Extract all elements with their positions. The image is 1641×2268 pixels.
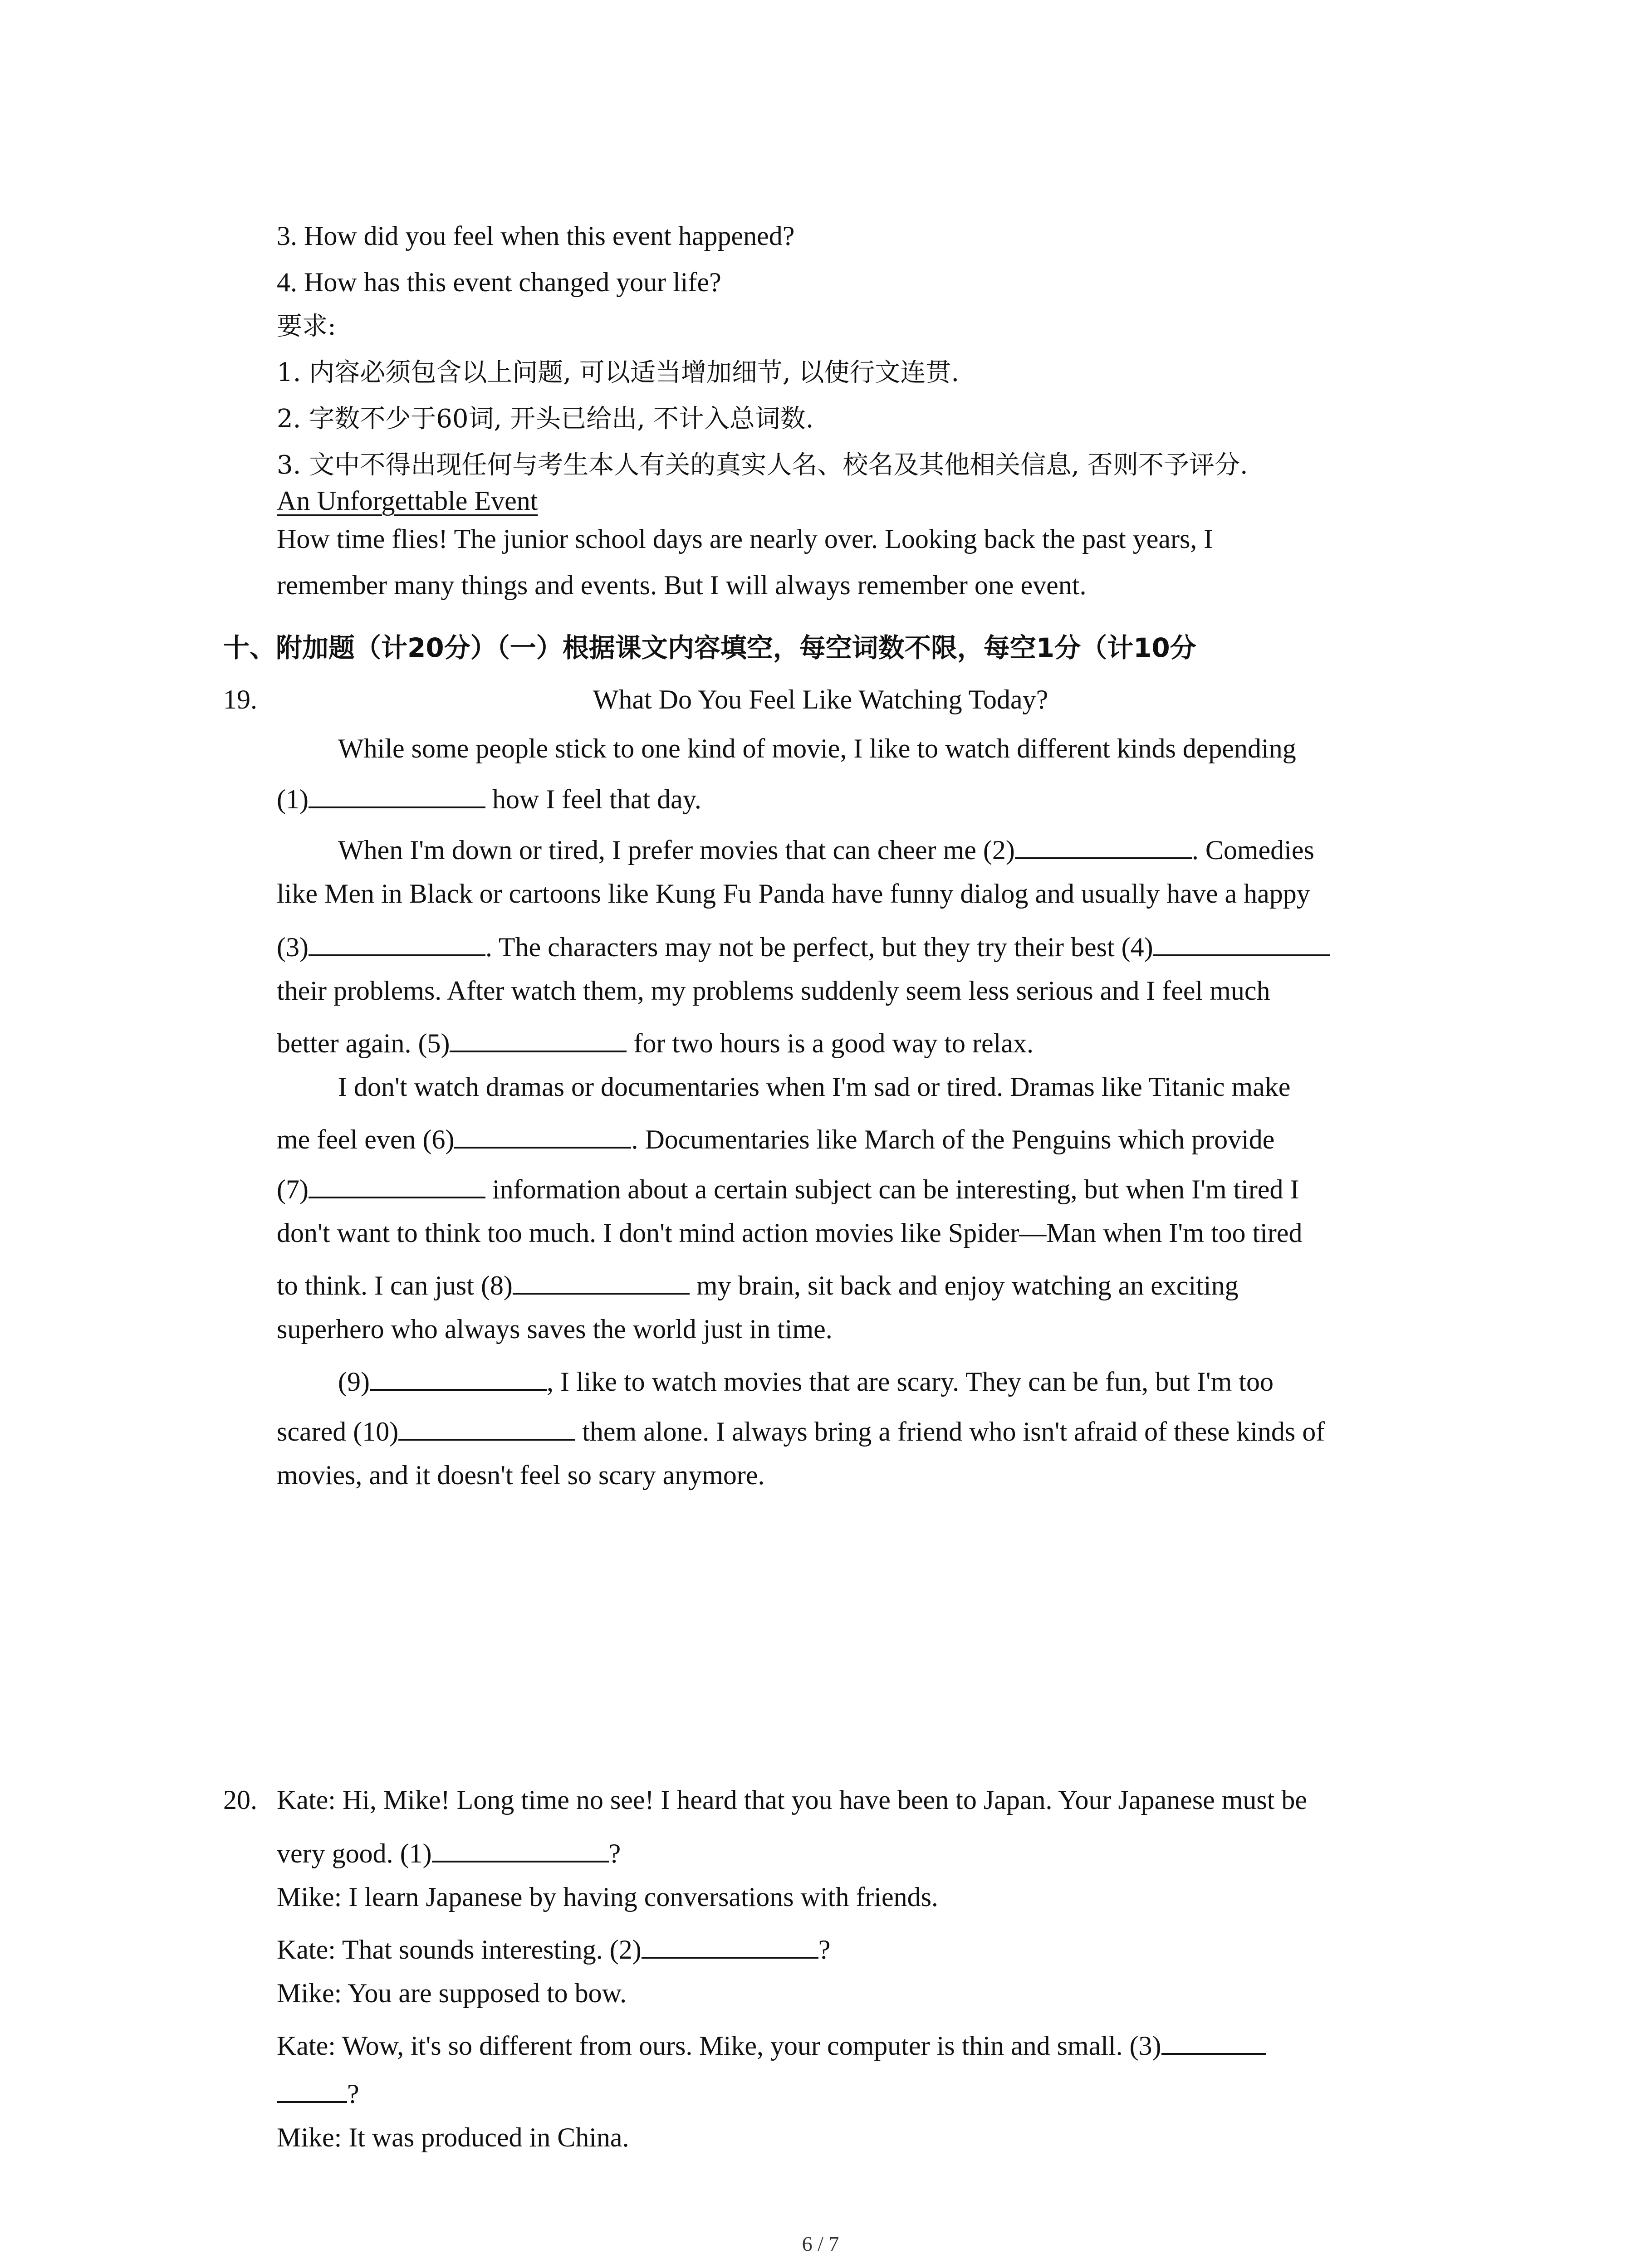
text-segment: information about a certain subject can be interesting, but when I'm tired I xyxy=(485,1174,1299,1204)
requirement-3: 3. 文中不得出现任何与考生本人有关的真实人名、校名及其他相关信息, 否则不予评分. xyxy=(277,450,1248,480)
answer-blank-1[interactable] xyxy=(309,780,485,808)
q19-number: 19. xyxy=(223,684,257,714)
q19-p4-line2 xyxy=(277,1413,1325,1448)
text-segment: Kate: That sounds interesting. (2) xyxy=(277,1935,642,1965)
text-segment: better again. (5) xyxy=(277,1028,450,1058)
blank-label: (3) xyxy=(277,932,309,962)
q19-p2-line5 xyxy=(277,1024,1034,1060)
answer-blank-3[interactable] xyxy=(309,928,485,956)
text-segment: to think. I can just (8) xyxy=(277,1271,513,1300)
text-segment: for two hours is a good way to relax. xyxy=(627,1028,1034,1058)
q19-p3-line5 xyxy=(277,1266,1239,1302)
q20-line2 xyxy=(277,1834,621,1870)
text-segment: very good. (1) xyxy=(277,1838,432,1868)
q20-number: 20. xyxy=(223,1785,257,1815)
text-segment: me feel even (6) xyxy=(277,1124,455,1154)
blank-label: (7) xyxy=(277,1174,309,1204)
q19-p4-line1 xyxy=(338,1363,1274,1398)
text-segment: them alone. I always bring a friend who isn't afraid of these kinds of xyxy=(575,1417,1325,1447)
q19-p2-line3 xyxy=(277,928,1330,963)
q19-title: What Do You Feel Like Watching Today? xyxy=(593,684,1048,714)
dialog-blank-3[interactable] xyxy=(1161,2027,1266,2055)
answer-blank-6[interactable] xyxy=(454,1120,631,1149)
question-3: 3. How did you feel when this event happened? xyxy=(277,221,795,251)
answer-blank-8[interactable] xyxy=(513,1266,690,1295)
question-4: 4. How has this event changed your life? xyxy=(277,267,721,297)
q19-p2-line1 xyxy=(338,831,1314,866)
requirement-1: 1. 内容必须包含以上问题, 可以适当增加细节, 以使行文连贯. xyxy=(277,358,960,387)
q19-p2-line2: like Men in Black or cartoons like Kung Fu Panda have funny dialog and usually have a happy xyxy=(277,879,1310,909)
text-segment: ? xyxy=(347,2079,359,2109)
q19-p2-line4: their problems. After watch them, my problems suddenly seem less serious and I feel much xyxy=(277,976,1270,1006)
q19-p3-line2 xyxy=(277,1120,1274,1156)
answer-blank-10[interactable] xyxy=(398,1413,575,1441)
q20-line1: Kate: Hi, Mike! Long time no see! I heard that you have been to Japan. Your Japanese must be xyxy=(277,1785,1308,1815)
answer-blank-4[interactable] xyxy=(1153,928,1330,956)
text-segment: Kate: Wow, it's so different from ours. Mike, your computer is thin and small. (3) xyxy=(277,2031,1161,2061)
answer-blank-2[interactable] xyxy=(1015,831,1192,859)
text-segment: my brain, sit back and enjoy watching an exciting xyxy=(689,1271,1239,1300)
q19-p4-line3: movies, and it doesn't feel so scary anymore. xyxy=(277,1460,765,1490)
q20-line3: Mike: I learn Japanese by having conversations with friends. xyxy=(277,1882,938,1912)
text-segment: scared (10) xyxy=(277,1417,399,1447)
answer-blank-7[interactable] xyxy=(309,1170,485,1198)
text-segment: , I like to watch movies that are scary. They can be fun, but I'm too xyxy=(546,1367,1274,1397)
dialog-blank-2[interactable] xyxy=(642,1931,818,1959)
q19-p1-line2 xyxy=(277,780,701,816)
text-segment: When I'm down or tired, I prefer movies that can cheer me (2) xyxy=(338,835,1015,865)
q20-line6 xyxy=(277,2027,1266,2062)
requirement-2: 2. 字数不少于60词, 开头已给出, 不计入总词数. xyxy=(277,404,814,434)
essay-opening-line-2: remember many things and events. But I will always remember one event. xyxy=(277,570,1087,600)
answer-blank-5[interactable] xyxy=(450,1024,627,1052)
section-heading: 十、附加题（计20分）（一）根据课文内容填空，每空词数不限，每空1分（计10分 xyxy=(223,632,1196,663)
requirements-label: 要求: xyxy=(277,312,336,341)
text-segment: ? xyxy=(818,1935,831,1965)
text-segment: how I feel that day. xyxy=(485,784,701,814)
text-segment: . Documentaries like March of the Penguins which provide xyxy=(631,1124,1275,1154)
blank-label: (9) xyxy=(338,1367,370,1397)
q20-line4 xyxy=(277,1931,830,1966)
dialog-blank-3-continued[interactable] xyxy=(277,2075,347,2103)
q19-p3-line3 xyxy=(277,1170,1299,1206)
q19-p3-line6: superhero who always saves the world just in time. xyxy=(277,1314,833,1344)
text-segment: . Comedies xyxy=(1191,835,1314,865)
text-segment: . The characters may not be perfect, but they try their best (4) xyxy=(485,932,1153,962)
q20-line8: Mike: It was produced in China. xyxy=(277,2122,629,2152)
page-number: 6 / 7 xyxy=(802,2232,839,2255)
q20-line5: Mike: You are supposed to bow. xyxy=(277,1978,627,2008)
q19-p3-line1: I don't watch dramas or documentaries when I'm sad or tired. Dramas like Titanic make xyxy=(338,1072,1291,1102)
essay-opening-line-1: How time flies! The junior school days are nearly over. Looking back the past years, I xyxy=(277,524,1213,554)
essay-title: An Unforgettable Event xyxy=(277,486,538,516)
dialog-blank-1[interactable] xyxy=(432,1834,609,1862)
q19-p1-line1: While some people stick to one kind of movie, I like to watch different kinds depending xyxy=(338,733,1296,763)
q20-line7 xyxy=(277,2075,359,2110)
q19-p3-line4: don't want to think too much. I don't mind action movies like Spider—Man when I'm too tired xyxy=(277,1218,1303,1248)
blank-label: (1) xyxy=(277,784,309,814)
text-segment: ? xyxy=(608,1838,621,1868)
answer-blank-9[interactable] xyxy=(370,1363,547,1391)
